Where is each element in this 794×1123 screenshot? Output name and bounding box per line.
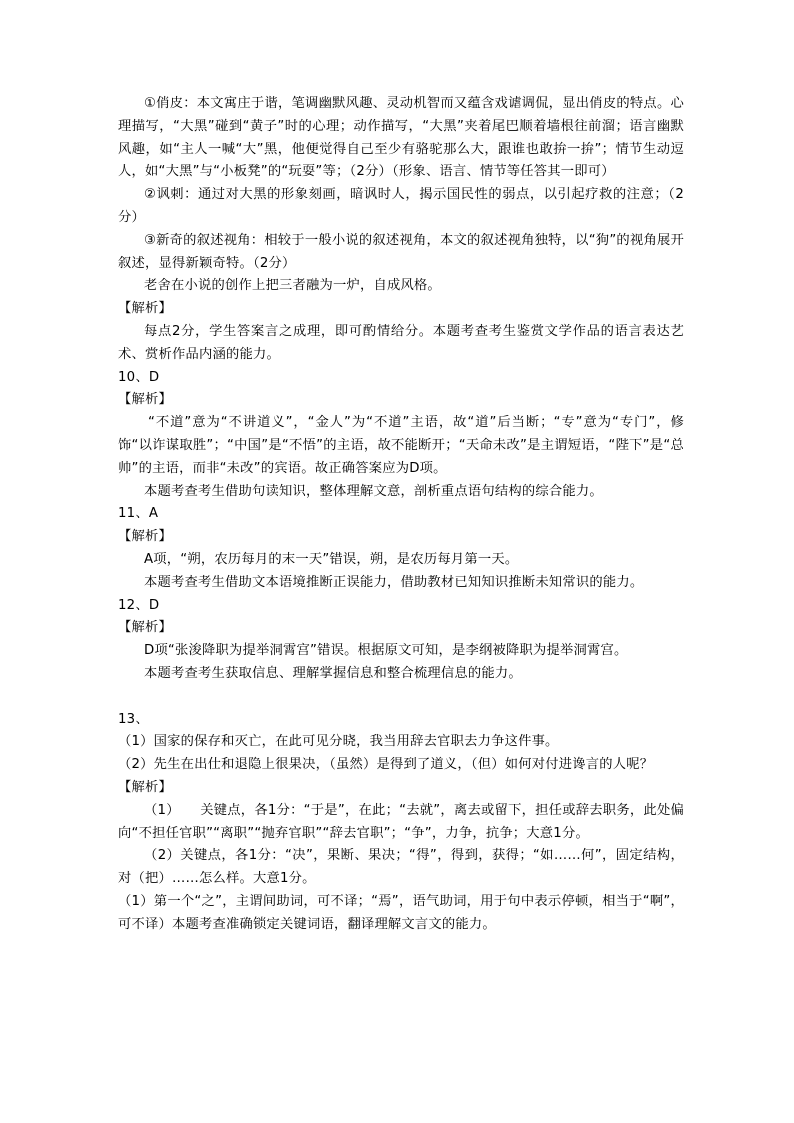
analysis-heading: 【解析】: [118, 301, 172, 317]
analysis-note: （1）第一个“之”，主谓间助词，可不译；“焉”，语气助词，用于句中表示停顿，相当于“啊”，可不译）本题考查准确锁定关键词语，翻译理解文言文的能力。: [118, 893, 684, 932]
translation-2: （2）先生在出仕和退隐上很果决，（虽然）是得到了道义，（但）如何对付进谗言的人呢？: [118, 757, 654, 773]
analysis-text: 每点2分，学生答案言之成理，即可酌情给分。本题考查考生鉴赏文学作品的语言表达艺术、赏析作品内涵的能力。: [118, 323, 684, 362]
analysis-text: 本题考查考生借助文本语境推断正误能力，借助教材已知知识推断未知常识的能力。: [144, 574, 644, 590]
analysis-text: 本题考查考生借助句读知识，整体理解文意，剖析重点语句结构的综合能力。: [144, 483, 603, 499]
translation-1: （1）国家的保存和灭亡，在此可见分晓，我当用辞去官职去力争这件事。: [118, 734, 559, 750]
analysis-text: D项“张浚降职为提举洞霄宫”错误。根据原文可知，是李纲被降职为提举洞霄宫。: [144, 643, 628, 659]
analysis-heading: 【解析】: [118, 620, 172, 636]
analysis-heading: 【解析】: [118, 529, 172, 545]
analysis-text: 本题考查考生获取信息、理解掌握信息和整合梳理信息的能力。: [144, 665, 522, 681]
analysis-heading: 【解析】: [118, 779, 172, 795]
question-13-number: 13、: [118, 711, 149, 727]
analysis-text: A项，“朔，农历每月的末一天”错误，朔，是农历每月第一天。: [144, 551, 519, 567]
question-12-answer: 12、D: [118, 597, 160, 613]
analysis-text: （2）关键点，各1分：“决”，果断、果决；“得”，得到，获得；“如……何”，固定结构，对（把）……怎么样。大意1分。: [118, 848, 684, 887]
answer-point-3: ③新奇的叙述视角：相较于一般小说的叙述视角，本文的叙述视角独特，以“狗”的视角展开叙述，显得新颖奇特。（2分）: [118, 232, 684, 271]
question-11-answer: 11、A: [118, 506, 159, 522]
document-body: [118, 93, 684, 936]
question-10-answer: 10、D: [118, 369, 160, 385]
analysis-text: “不道”意为“不讲道义”，“金人”为“不道”主语，故“道”后当断；“专”意为“专门”，修饰“以诈谋取胜”；“中国”是“不悟”的主语，故不能断开；“天命未改”是主谓短语，“陛下”是“总帅”的主语，而非“未改”的宾语。故正确答案应为D项。: [118, 415, 684, 476]
answer-summary: 老舍在小说的创作上把三者融为一炉，自成风格。: [144, 278, 441, 294]
analysis-text: （1） 关键点，各1分：“于是”，在此；“去就”，离去或留下，担任或辞去职务，此处偏向“不担任官职”“离职”“抛弃官职”“辞去官职”；“争”，力争，抗争；大意1分。: [118, 802, 684, 841]
answer-point-2: ②讽刺：通过对大黑的形象刻画，暗讽时人，揭示国民性的弱点，以引起疗救的注意；（2分）: [118, 187, 684, 225]
analysis-heading: 【解析】: [118, 392, 172, 408]
blank-line: [118, 686, 684, 709]
answer-point-1: ①俏皮：本文寓庄于谐，笔调幽默风趣、灵动机智而又蕴含戏谑调侃，显出俏皮的特点。心理描写，“大黑”碰到“黄子”时的心理；动作描写，“大黑”夹着尾巴顺着墙根往前溜；语言幽默风趣，如“主人一喊“大”黑，他便觉得自己至少有骆驼那么大，跟谁也敢拚一拚”；情节生动逗人，如“大黑”与“小板凳”的“玩耍”等；（2分）（形象、语言、情节等任答其一即可）: [118, 96, 684, 180]
